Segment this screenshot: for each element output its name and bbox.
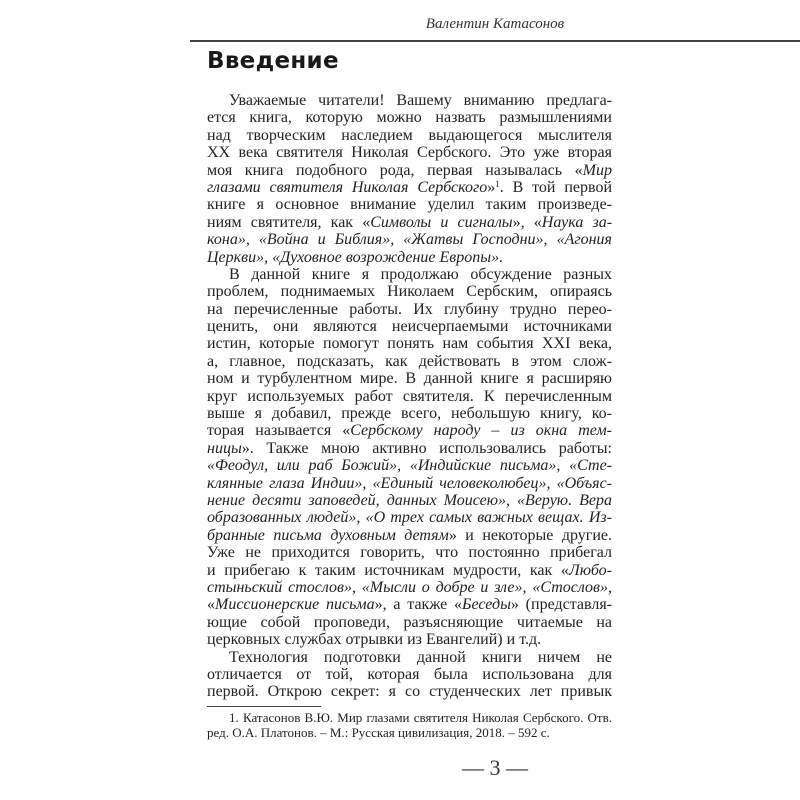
text-segment: Уважаемые читатели! Вашему вниманию предлага- [229, 92, 612, 109]
italic-text: Сербскому народу – из окна тем- [350, 422, 612, 440]
text-line [207, 457, 612, 474]
text-line [207, 196, 612, 213]
text-line [207, 509, 612, 526]
text-line [207, 353, 612, 370]
text-segment: », а также « [374, 596, 463, 614]
text-line [207, 405, 612, 422]
text-segment: отличается от той, которая была использована для [207, 665, 612, 683]
running-head-author: Валентин Катасонов [425, 16, 565, 32]
text-segment: ном и турбулентном мире. В данной книге я расширяю [207, 370, 612, 388]
text-line [207, 492, 612, 509]
italic-text: клянные глаза Индии», «Единый человеколюбец», «Объяс- [207, 474, 612, 492]
text-line [207, 370, 612, 387]
italic-text: бранные письма духовным детям [207, 526, 449, 544]
text-segment: « [207, 596, 215, 614]
text-segment: ред. О.А. Платонов. – М.: Русская цивилизация, 2018. – 592 с. [207, 725, 550, 740]
italic-text: Миссионерские письма [215, 596, 375, 614]
italic-text: Мир [582, 161, 612, 179]
text-line [207, 579, 612, 596]
text-line [207, 475, 612, 492]
text-line [207, 109, 612, 126]
text-segment: на перечисленные работы. Их глубину трудно перео- [207, 300, 612, 318]
text-line [207, 562, 612, 579]
text-line [207, 388, 612, 405]
text-segment: » (представля- [510, 596, 613, 614]
text-line [207, 92, 612, 109]
text-line [207, 214, 612, 231]
text-line [207, 144, 612, 161]
text-segment: » [487, 178, 496, 196]
text-segment: В данной книге я продолжаю обсуждение разных [229, 265, 612, 283]
italic-text: Церкви», «Духовное возрождение Европы». [207, 248, 504, 266]
italic-text: «Феодул, или раб Божий», «Индийские письма», «Сте- [207, 457, 612, 475]
text-line [207, 683, 612, 700]
text-segment: проблем, поднимаемых Николаем Сербским, опираясь [207, 283, 612, 301]
text-line [207, 710, 612, 725]
text-segment: Уже не приходится говорить, что постоянно прибегал [207, 544, 612, 562]
text-line [207, 249, 612, 266]
text-segment: ющие собой проповеди, разъясняющие читаемые на [207, 613, 612, 631]
text-segment: Технология подготовки данной книги ничем не [229, 648, 612, 666]
text-line [207, 301, 612, 318]
text-line [207, 162, 612, 179]
text-line [207, 179, 612, 196]
page-number: — 3 — [462, 755, 528, 780]
text-segment: моя книга подобного рода, первая называлась « [207, 161, 583, 179]
italic-text: Любо- [568, 561, 612, 579]
italic-text: образованных людей», «О трех самых важных вещах. Из- [207, 509, 612, 527]
text-line [207, 666, 612, 683]
text-line [207, 725, 612, 740]
text-segment: книге я основное внимание уделил таким произведе- [207, 196, 612, 214]
text-line [207, 596, 612, 613]
italic-text: стыньский стослов», «Мысли о добре и зле», «Стослов», [207, 578, 612, 596]
text-line [207, 127, 612, 144]
text-line [207, 335, 612, 352]
text-segment: круг используемых работ святителя. К перечисленным [207, 387, 612, 405]
body-text [207, 92, 612, 701]
text-segment: . В той первой [499, 178, 613, 196]
text-segment: ниям святителя, как « [207, 213, 371, 231]
text-line [207, 544, 612, 561]
italic-text: ницы [207, 439, 242, 457]
italic-text: глазами святителя Николая Сербского [207, 178, 488, 196]
italic-text: кона», «Война и Библия», «Жатвы Господни», «Агония [207, 231, 612, 249]
text-segment: выше я добавил, прежде всего, небольшую книгу, ко- [207, 405, 612, 423]
text-line [207, 266, 612, 283]
text-segment: церковных службах отрывки из Евангелий) и т.д. [207, 631, 542, 649]
text-segment: торая называется « [207, 422, 351, 440]
text-line [207, 283, 612, 300]
text-line [207, 649, 612, 666]
text-segment: а, главное, подсказать, как действовать в этом слож- [207, 352, 612, 370]
chapter-title: Введение [207, 48, 339, 74]
text-line [207, 422, 612, 439]
text-segment: XX века святителя Николая Сербского. Это уже вторая [207, 144, 612, 162]
italic-text: нение десяти заповедей, данных Моисею», «Верую. Вера [207, 491, 612, 509]
text-segment: истин, которые помогут понять нам события XXI века, [207, 335, 612, 353]
text-segment: ». Также мною активно использовались работы: [241, 439, 612, 457]
footnote-rule [207, 706, 321, 707]
italic-text: Наука за- [541, 213, 613, 231]
footnote [207, 710, 612, 740]
text-segment: ется книга, которую можно назвать размышлениями [207, 109, 612, 127]
text-line [207, 231, 612, 248]
italic-text: Беседы [462, 596, 511, 614]
text-line [207, 631, 612, 648]
italic-text: Символы и сигналы [370, 213, 513, 231]
text-segment: и прибегаю к таким источникам мудрости, как « [207, 561, 569, 579]
text-segment: над творческим наследием выдающегося мыслителя [207, 126, 612, 144]
text-segment: ценить, они являются неисчерпаемыми источниками [207, 318, 612, 336]
text-segment: первой. Открою секрет: я со студенческих лет привык [207, 683, 612, 701]
text-line [207, 527, 612, 544]
footnote-ref: 1 [495, 178, 500, 189]
text-line [207, 440, 612, 457]
header-rule [190, 40, 800, 42]
text-line [207, 614, 612, 631]
text-segment: », « [512, 213, 542, 231]
text-line [207, 318, 612, 335]
text-segment: » и некоторые другие. [448, 526, 613, 544]
text-segment: 1. Катасонов В.Ю. Мир глазами святителя Николая Сербского. Отв. [229, 710, 612, 725]
